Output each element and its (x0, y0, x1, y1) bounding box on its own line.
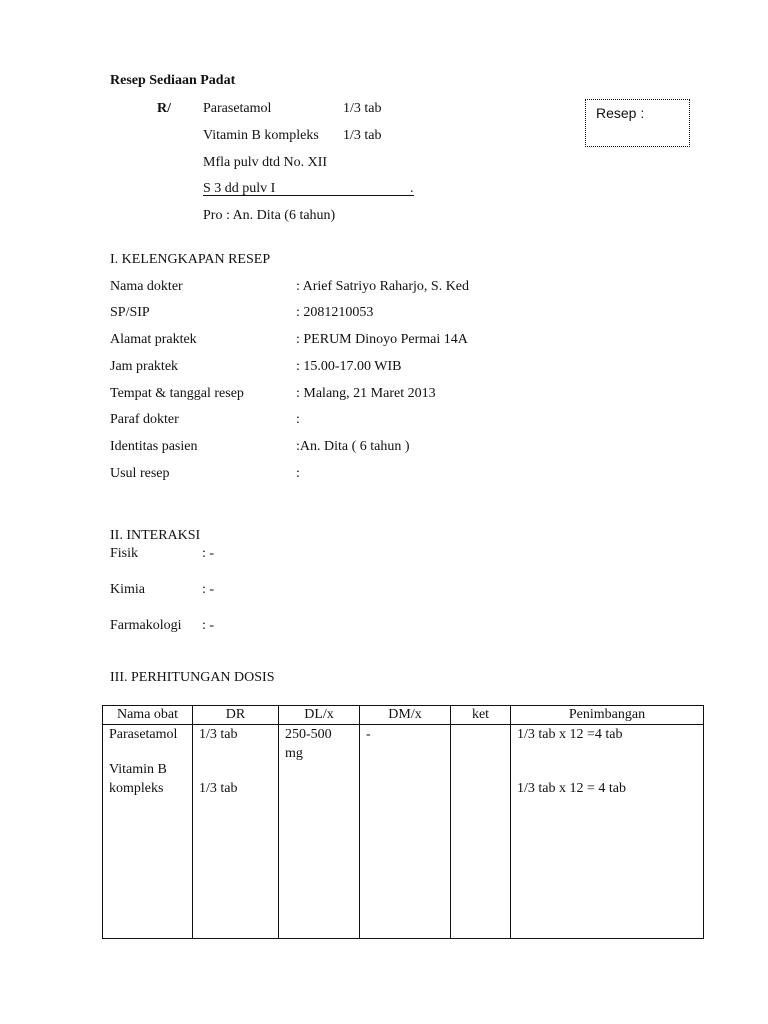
field-label: Jam praktek (110, 359, 179, 374)
rx-signa: S 3 dd pulv I (203, 181, 276, 196)
rx-item-name: Parasetamol (203, 101, 272, 116)
field-value: : (296, 412, 300, 427)
section-heading-interaksi: II. INTERAKSI (110, 528, 201, 543)
column-header: Penimbangan (511, 706, 704, 725)
column-header: DL/x (279, 706, 360, 725)
field-label: SP/SIP (110, 305, 150, 320)
cell-dl: 250-500 mg (285, 727, 332, 761)
field-value: : Arief Satriyo Raharjo, S. Ked (296, 279, 470, 294)
rx-item-name: Vitamin B kompleks (203, 128, 319, 143)
cell-penimbangan: 1/3 tab x 12 =4 tab (517, 727, 623, 742)
interaction-label: Kimia (110, 582, 145, 597)
document-title: Resep Sediaan Padat (110, 73, 236, 88)
table-cell (103, 725, 193, 939)
table-cell (360, 725, 451, 939)
rx-signa-end: . (410, 181, 414, 196)
signa-underline (203, 195, 414, 196)
field-label: Nama dokter (110, 279, 183, 294)
interaction-value: : - (202, 618, 215, 633)
table-cell (279, 725, 360, 939)
cell-dr: 1/3 tab (199, 781, 238, 796)
interaction-value: : - (202, 546, 215, 561)
cell-dr: 1/3 tab (199, 727, 238, 742)
rx-item-dose: 1/3 tab (343, 128, 382, 143)
rx-mfla: Mfla pulv dtd No. XII (203, 155, 328, 170)
field-value: : (296, 466, 300, 481)
cell-penimbangan: 1/3 tab x 12 = 4 tab (517, 781, 626, 796)
rx-item-dose: 1/3 tab (343, 101, 382, 116)
dose-table (102, 705, 704, 939)
field-value: : Malang, 21 Maret 2013 (296, 386, 436, 401)
field-label: Alamat praktek (110, 332, 197, 347)
section-heading-perhitungan: III. PERHITUNGAN DOSIS (110, 670, 275, 685)
cell-dm: - (366, 727, 371, 742)
resep-stamp-label: Resep : (596, 105, 645, 121)
field-label: Identitas pasien (110, 439, 198, 454)
recipe-symbol: R/ (157, 101, 171, 116)
interaction-label: Farmakologi (110, 618, 182, 633)
field-value: : 15.00-17.00 WIB (296, 359, 402, 374)
cell-nama: Parasetamol (109, 727, 178, 742)
column-header: DR (193, 706, 279, 725)
field-value: : PERUM Dinoyo Permai 14A (296, 332, 468, 347)
field-label: Usul resep (110, 466, 170, 481)
table-cell (511, 725, 704, 939)
table-header-row (103, 706, 704, 725)
cell-nama: Vitamin B kompleks (109, 762, 167, 796)
table-cell (451, 725, 511, 939)
table-row (103, 725, 704, 939)
resep-stamp-box (585, 99, 690, 147)
interaction-label: Fisik (110, 546, 139, 561)
field-label: Paraf dokter (110, 412, 179, 427)
column-header: DM/x (360, 706, 451, 725)
table-cell (193, 725, 279, 939)
interaction-value: : - (202, 582, 215, 597)
field-value: :An. Dita ( 6 tahun ) (296, 439, 410, 454)
column-header: ket (451, 706, 511, 725)
field-label: Tempat & tanggal resep (110, 386, 244, 401)
rx-pro: Pro : An. Dita (6 tahun) (203, 208, 336, 223)
section-heading-kelengkapan: I. KELENGKAPAN RESEP (110, 252, 271, 267)
column-header: Nama obat (103, 706, 193, 725)
field-value: : 2081210053 (296, 305, 374, 320)
